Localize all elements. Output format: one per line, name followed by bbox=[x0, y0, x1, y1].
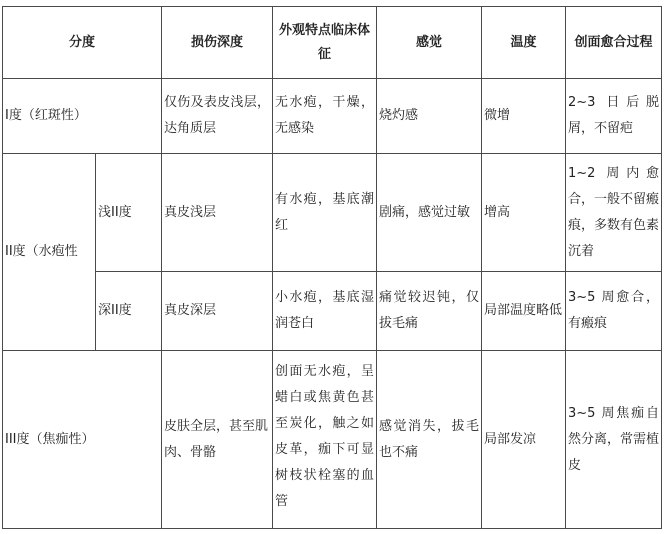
third-degree-healing: 3~5 周焦痂自然分离，常需植皮 bbox=[566, 351, 662, 529]
third-degree-sensation: 感觉消失，拔毛也不痛 bbox=[377, 351, 482, 529]
first-degree-signs: 无水疱，干燥，无感染 bbox=[273, 79, 377, 154]
header-temperature: 温度 bbox=[482, 7, 566, 79]
deep-second-temperature: 局部温度略低 bbox=[482, 272, 566, 351]
deep-second-healing: 3~5 周愈合，有瘢痕 bbox=[566, 272, 662, 351]
first-degree-temperature: 微增 bbox=[482, 79, 566, 154]
third-degree-depth: 皮肤全层，甚至肌肉、骨骼 bbox=[162, 351, 273, 529]
third-degree-signs: 创面无水疱，呈蜡白或焦黄色甚至炭化，触之如皮革，痂下可显树枝状栓塞的血管 bbox=[273, 351, 377, 529]
shallow-second-sensation: 剧痛，感觉过敏 bbox=[377, 154, 482, 272]
table-row-third-degree bbox=[3, 351, 662, 529]
third-degree-temperature: 局部发凉 bbox=[482, 351, 566, 529]
table-row-deep-second-degree bbox=[3, 272, 662, 351]
shallow-second-healing: 1~2 周内愈合，一般不留瘢痕，多数有色素沉着 bbox=[566, 154, 662, 272]
first-degree-depth: 仅伤及表皮浅层，达角质层 bbox=[162, 79, 273, 154]
deep-second-depth: 真皮深层 bbox=[162, 272, 273, 351]
shallow-second-temperature: 增高 bbox=[482, 154, 566, 272]
first-degree-label: I度（红斑性） bbox=[3, 79, 162, 154]
first-degree-healing: 2~3 日后脱屑，不留疤 bbox=[566, 79, 662, 154]
header-row bbox=[3, 7, 662, 79]
table-row-shallow-second-degree bbox=[3, 154, 662, 272]
burn-degree-table bbox=[2, 6, 662, 529]
header-degree: 分度 bbox=[3, 7, 162, 79]
deep-second-label: 深II度 bbox=[96, 272, 162, 351]
header-depth: 损伤深度 bbox=[162, 7, 273, 79]
first-degree-sensation: 烧灼感 bbox=[377, 79, 482, 154]
third-degree-label: III度（焦痂性） bbox=[3, 351, 162, 529]
deep-second-sensation: 痛觉较迟钝，仅拔毛痛 bbox=[377, 272, 482, 351]
deep-second-signs: 小水疱，基底湿润苍白 bbox=[273, 272, 377, 351]
shallow-second-depth: 真皮浅层 bbox=[162, 154, 273, 272]
second-degree-label: II度（水疱性 bbox=[3, 154, 96, 351]
header-healing: 创面愈合过程 bbox=[566, 7, 662, 79]
header-signs: 外观特点临床体征 bbox=[273, 7, 377, 79]
shallow-second-signs: 有水疱，基底潮红 bbox=[273, 154, 377, 272]
header-sensation: 感觉 bbox=[377, 7, 482, 79]
table-row-first-degree bbox=[3, 79, 662, 154]
shallow-second-label: 浅II度 bbox=[96, 154, 162, 272]
